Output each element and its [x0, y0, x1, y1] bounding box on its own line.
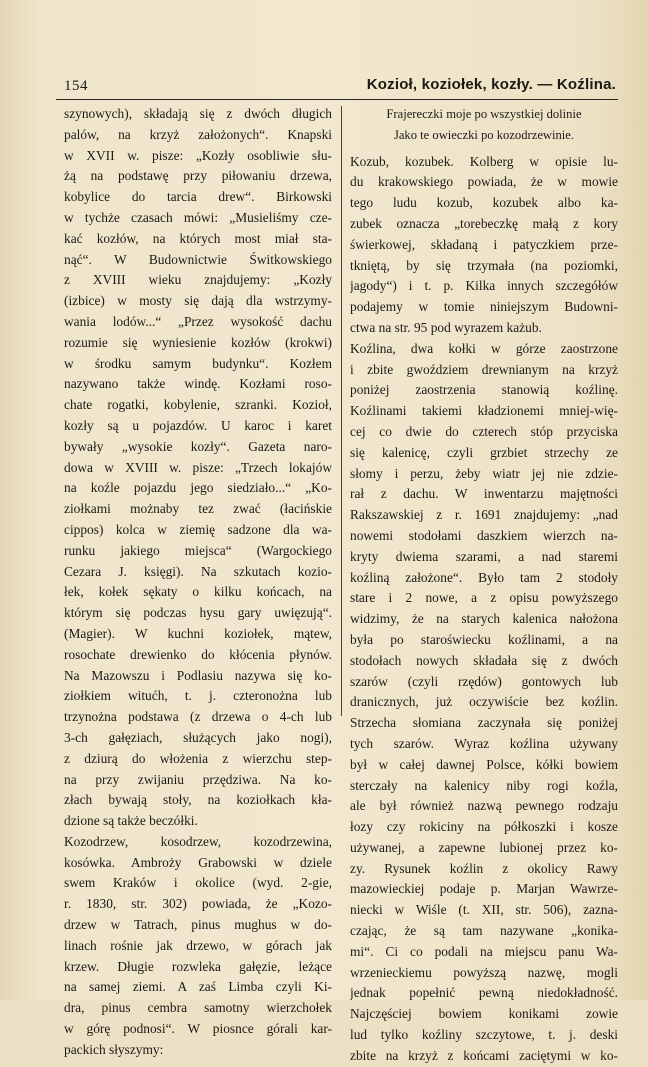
text-line: złach bywają stoły, na koziołkach kła-: [64, 792, 332, 808]
text-line: sterczały na kalenicy niby rogi koźla,: [350, 777, 618, 793]
column-divider: [341, 106, 342, 716]
text-line: się kalenicę, czyli grzbiet strzechy ze: [350, 444, 618, 460]
text-line: cej co dwie do czterech stóp przyciska: [350, 423, 618, 439]
text-line: (izbice) w mosty się dają dla wstrzymy-: [64, 293, 332, 309]
text-line: z dziurą do włożenia z wierzchu step-: [64, 750, 332, 766]
header-rule: [56, 99, 618, 100]
text-line: rosochate drewienko do kłócenia płynów.: [64, 646, 332, 662]
verse-line: Jako te owieczki po kozodrzewinie.: [393, 127, 575, 142]
text-line: poniżej zaostrzenia stanowią koźlinę.: [350, 382, 618, 398]
text-line: i zbite gwoździem drewnianym na krzyż: [350, 361, 618, 377]
text-line: drzew w Tatrach, pinus mughus w do-: [64, 917, 332, 933]
text-line: ziołkami możnaby tez zwać (łacińskie: [64, 501, 332, 517]
text-line: w górę podnosi“. W piosnce górali kar-: [64, 1021, 332, 1037]
text-line: podajemy w tomie niniejszym Budowni-: [350, 299, 618, 315]
page-number: 154: [64, 78, 88, 94]
text-line: na przy zwijaniu przędziwa. Na ko-: [64, 771, 332, 787]
text-line: mazowieckiej podaje p. Marjan Wawrze-: [350, 881, 618, 897]
text-line: Na Mazowszu i Podlasiu nazywa się ko-: [64, 667, 332, 683]
text-line: była po staroświecku koźlinami, a na: [350, 631, 618, 647]
text-line: Najczęściej bowiem konikami zowie: [350, 1006, 618, 1022]
text-line: był w całej dawnej Polsce, kółki bowiem: [350, 756, 618, 772]
text-line: kosówka. Ambroży Grabowski w dziele: [64, 854, 332, 870]
text-line: mi“. Ci co podali na miejscu panu Wa-: [350, 943, 618, 959]
text-line: chate rogatki, kobylenie, szranki. Kozioł,: [64, 397, 332, 413]
text-line: rozumie się wyniesienie kozłów (krokwi): [64, 334, 332, 350]
text-line: łozy czy rokiciny na półkoszki i kosze: [350, 819, 618, 835]
text-line: packich słyszymy:: [64, 1041, 164, 1057]
text-line: r. 1830, str. 302) powiada, że „Kozo-: [64, 896, 332, 912]
text-line: dowa w XVIII w. pisze: „Trzech lokajów: [64, 459, 332, 475]
text-line: dra, pinus cembra samotny wierzchołek: [64, 1000, 332, 1016]
text-line: krzew. Długie rozwleka gałęzie, leżące: [64, 958, 332, 974]
text-line: bywały „wysokie kozły“. Gazeta naro-: [64, 438, 332, 454]
text-line: jednak popełnić pewną niedokładność.: [350, 985, 618, 1001]
text-line: linach rośnie jak drzewo, w górach jak: [64, 937, 332, 953]
text-line: Koźlinami takiemi kładzionemi mniej-wię-: [350, 403, 618, 419]
text-line: wrzenieckiemu powyższą nazwę, mogli: [350, 964, 618, 980]
text-line: nazywano także windę. Kozłami roso-: [64, 376, 332, 392]
text-line: swem Kraków i okolice (wyd. 2-gie,: [64, 875, 332, 891]
text-line: tych szarów. Wyraz koźlina używany: [350, 735, 618, 751]
text-line: ale był również nazwą pewnego rodzaju: [350, 798, 618, 814]
page-header: [56, 76, 616, 98]
text-line: nąć“. W Budownictwie Świtkowskiego: [64, 251, 332, 267]
left-column: [64, 104, 332, 1061]
right-column: [350, 104, 618, 1067]
text-line: niecki w Wiśle (t. XII, str. 506), zazna-: [350, 902, 618, 918]
text-line: kryty dwiema szarami, a nad staremi: [350, 548, 618, 564]
text-line: Cezara J. księgi). Na szkutach kozio-: [64, 563, 332, 579]
running-head: Kozioł, koziołek, kozły. — Koźlina.: [366, 76, 616, 93]
text-line: Strzecha słomiana zaczynała się poniżej: [350, 715, 618, 731]
text-line: zy. Rysunek koźlin z okolicy Rawy: [350, 860, 618, 876]
text-line: szarów (czyli rzędów) gontowych lub: [350, 673, 618, 689]
text-line: w tychże czasach mówi: „Musieliśmy cze-: [64, 209, 332, 225]
text-line: w XVII w. pisze: „Kozły osobliwie słu-: [64, 147, 332, 163]
text-line: tego ludu kozub, kozubek albo ka-: [350, 195, 618, 211]
entry-heading-line: Kozub, kozubek. Kolberg w opisie lu-: [350, 153, 618, 169]
text-line: stodołach nowych składała się z dwóch: [350, 652, 618, 668]
entry-heading-line: Koźlina, dwa kołki w górze zaostrzone: [350, 340, 618, 356]
text-line: dranicznych, już oczywiście bez koźlin.: [350, 694, 618, 710]
text-line: (Magier). W kuchni koziołek, mątew,: [64, 625, 332, 641]
text-line: 3-ch gałęziach, służących jako nogi),: [64, 729, 332, 745]
text-line: cippos) kolca w ziemię sadzone dla wa-: [64, 521, 332, 537]
text-line: palów, na krzyż założonych“. Knapski: [64, 126, 332, 142]
text-line: koźliną założone“. Było tam 2 stodoły: [350, 569, 618, 585]
text-line: wania lodów...“ „Przez wysokość dachu: [64, 313, 332, 329]
text-line: którym się podczas hysu gary uwięzują“.: [64, 605, 332, 621]
text-line: kozły są u pojazdów. U karoc i karet: [64, 417, 332, 433]
text-line: zubek oznacza „torebeczkę małą z kory: [350, 215, 618, 231]
text-line: du krakowskiego powiada, że w mowie: [350, 174, 618, 190]
text-line: z XVIII wieku znajdujemy: „Kozły: [64, 272, 332, 288]
text-line: szynowych), składają się z dwóch długich: [64, 106, 332, 121]
text-line: nowemi stodołami daszkiem wierzch na-: [350, 527, 618, 543]
text-line: na samej ziemi. A zaś Limba czyli Ki-: [64, 979, 332, 995]
text-line: czając, że są tam nazywane „konika-: [350, 923, 618, 939]
text-line: Rakszawskiej z r. 1691 znajdujemy: „nad: [350, 507, 618, 523]
entry-heading-line: Kozodrzew, kosodrzew, kozodrzewina,: [64, 833, 332, 849]
text-line: tkniętą, by się trzymała (na poziomki,: [350, 257, 618, 273]
text-line: runku jakiego miejsca“ (Wargockiego: [64, 542, 332, 558]
text-line: kać kozłów, na których most miał sta-: [64, 230, 332, 246]
text-line: jagody“) i t. p. Kilka innych szczegółów: [350, 278, 618, 294]
text-line: w środku samym budynku“. Kozłem: [64, 355, 332, 371]
text-line: słomy i perzu, żeby wiatr jej nie zdzie-: [350, 465, 618, 481]
text-line: kobylice do tarcia drew“. Birkowski: [64, 189, 332, 205]
text-line: stare i 2 nowe, a z opisu powyższego: [350, 590, 618, 606]
text-line: lud tylko koźliny szczytowe, t. j. deski: [350, 1027, 618, 1043]
text-line: trzynożna podstawa (z drzewa o 4-ch lub: [64, 709, 332, 725]
text-line: dzione są także beczółki.: [64, 813, 198, 829]
text-line: świerkowej, składaną i patyczkiem prze-: [350, 236, 618, 252]
text-line: żą na podstawę przy piłowaniu drzewa,: [64, 168, 332, 184]
text-line: ctwa na str. 95 pod wyrazem każub.: [350, 319, 542, 335]
text-line: rał z dachu. W inwentarzu majętności: [350, 486, 618, 502]
verse-line: Frajereczki moje po wszystkiej dolinie: [386, 107, 582, 121]
text-line: ziołkiem witućh, t. j. czteronożna lub: [64, 688, 332, 704]
text-line: widzimy, że na starych kalenica nałożona: [350, 611, 618, 627]
text-line: używanej, a zapewne lubionej przez ko-: [350, 839, 618, 855]
text-line: zbite na krzyż z końcami zaciętymi w ko-: [350, 1047, 618, 1063]
text-line: na koźle pojazdu jego siedziało...“ „Ko-: [64, 480, 332, 496]
text-line: łek, kołek sękaty o kilku końcach, na: [64, 584, 332, 600]
